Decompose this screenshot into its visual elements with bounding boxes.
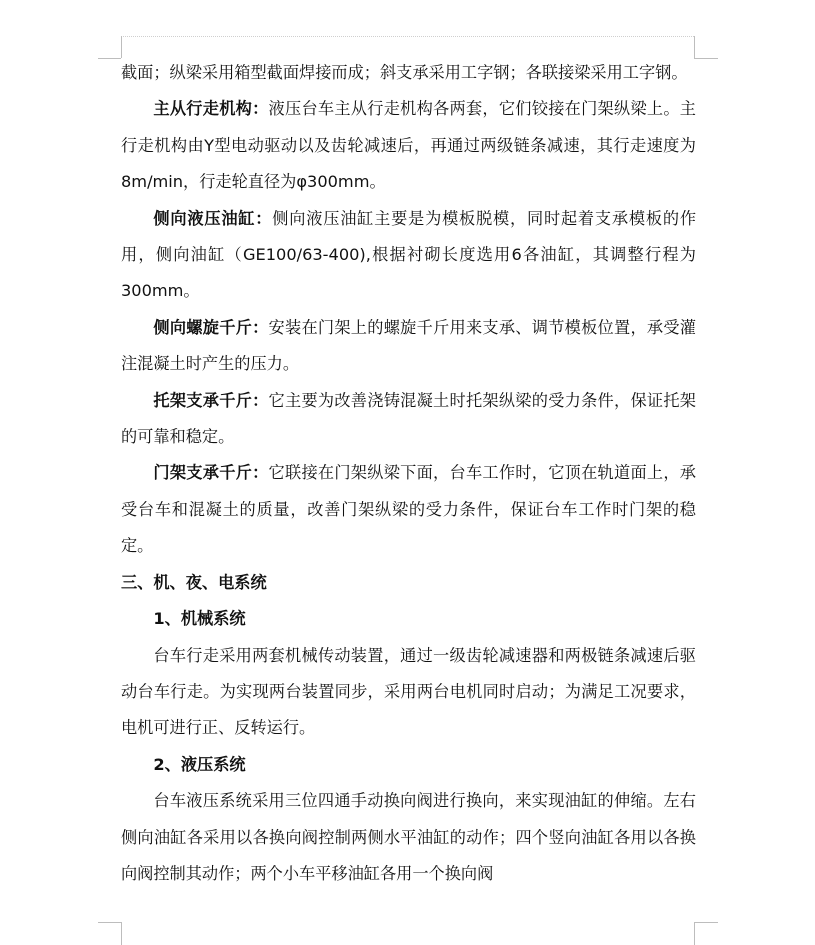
section-heading: 三、机、夜、电系统 xyxy=(121,572,267,592)
paragraph-term xyxy=(121,91,696,200)
paragraph-term xyxy=(121,455,696,564)
paragraph: 台车液压系统采用三位四通手动换向阀进行换向，来实现油缸的伸缩。左右侧向油缸各采用以各换向阀控制两侧水平油缸的动作；四个竖向油缸各用以各换向阀控制其动作；两个小车平移油缸各用一个换向阀 xyxy=(121,791,696,883)
paragraph-term xyxy=(121,201,696,310)
crop-mark-top-left xyxy=(98,58,121,59)
term-label: 主从行走机构： xyxy=(153,99,269,119)
document-body[interactable] xyxy=(121,55,696,892)
crop-mark-bottom-left xyxy=(121,922,122,945)
paragraph: 截面；纵梁采用箱型截面焊接而成；斜支承采用工字钢；各联接梁采用工字钢。 xyxy=(121,63,688,82)
term-text: 它主要为改善浇铸混凝土时托架纵梁的受力条件，保证托架的可靠和稳定。 xyxy=(121,390,696,447)
term-text: 安装在门架上的螺旋千斤用来支承、调节模板位置，承受灌注混凝土时产生的压力。 xyxy=(121,317,696,374)
paragraph-term xyxy=(121,383,696,456)
term-label: 侧向液压油缸： xyxy=(153,208,273,228)
term-label: 门架支承千斤： xyxy=(153,463,269,483)
crop-mark-bottom-right xyxy=(694,922,718,923)
crop-mark-top-right xyxy=(694,58,718,59)
paragraph-term xyxy=(121,310,696,383)
crop-mark-bottom-left xyxy=(98,922,121,923)
term-label: 托架支承千斤： xyxy=(153,390,269,410)
term-text: 液压台车主从行走机构各两套，它们铰接在门架纵梁上。主行走机构由Y型电动驱动以及齿轮减速后，再通过两级链条减速，其行走速度为8m/min，行走轮直径为φ300mm。 xyxy=(121,99,696,192)
crop-mark-bottom-right xyxy=(694,922,695,945)
subsection-heading: 1、机械系统 xyxy=(153,609,246,629)
term-text: 侧向液压油缸主要是为模板脱模，同时起着支承模板的作用，侧向油缸（GE100/63-400),根据衬砌长度选用6各油缸，其调整行程为300mm。 xyxy=(121,208,697,301)
paragraph: 台车行走采用两套机械传动装置，通过一级齿轮减速器和两极链条减速后驱动台车行走。为实现两台装置同步，采用两台电机同时启动；为满足工况要求，电机可进行正、反转运行。 xyxy=(121,645,696,738)
subsection-heading: 2、液压系统 xyxy=(153,754,246,774)
term-label: 侧向螺旋千斤： xyxy=(153,317,269,337)
page-top-guide xyxy=(121,36,694,37)
term-text: 它联接在门架纵梁下面，台车工作时，它顶在轨道面上，承受台车和混凝土的质量，改善门架纵梁的受力条件，保证台车工作时门架的稳定。 xyxy=(121,463,696,556)
